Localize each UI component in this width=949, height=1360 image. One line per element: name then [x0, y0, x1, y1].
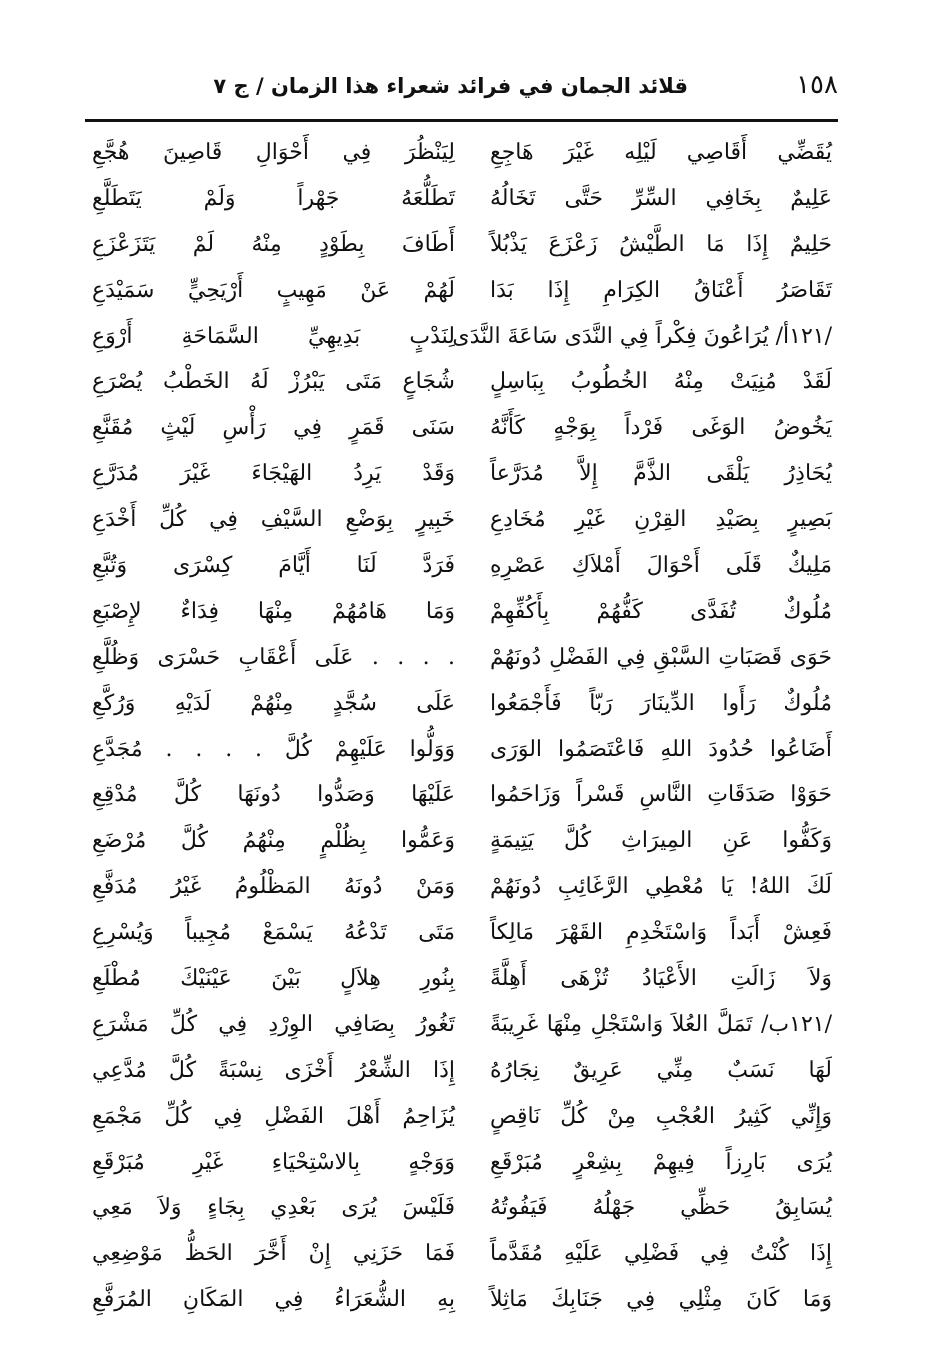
page-number: ١٥٨ — [796, 70, 838, 100]
verse-line: يُحَاذِرُ يَلْقَى الذَّمَّ إِلاَّ مُدَرَّعاً — [490, 461, 832, 487]
verse-line: يُزَاحِمُ أَهْلَ الفَضْلِ فِي كُلِّ مَجْمَعِ — [92, 1103, 455, 1129]
verse-line: مَتَى تَدْعُهُ يَسْمَعْ مُجِيباً وَيُسْرِعِ — [92, 920, 455, 946]
verse-line: وَمَا هَامُهُمْ مِنْهَا فِدَاءٌ لإِصْبَعِ — [92, 598, 455, 624]
verse-line: /١٢١أ/ يُرَاعُونَ فِكْراً فِي النَّدَى سَاعَةَ النَّدَى — [452, 323, 832, 349]
verse-line: . . . . عَلَى أَعْقَابِ حَسْرَى وَظُلَّعِ — [92, 644, 455, 670]
verse-line: وَكَفُّوا عَنِ المِيرَاثِ كُلَّ يَتِيمَةٍ — [490, 828, 832, 854]
verse-line: وَوَلُّوا عَلَيْهِمْ كُلَّ . . . . مُجَدَّعِ — [92, 736, 455, 762]
verse-line: إِذَا الشِّعْرُ أَخْزَى نِسْبَةً كُلَّ مُدَّعِي — [92, 1057, 455, 1083]
page-header — [85, 70, 838, 110]
verse-line: حَوَى قَصَبَاتِ السَّبْقِ فِي الفَضْلِ دُونَهُمْ — [490, 644, 832, 670]
verse-line: لَهُمْ عَنْ مَهِيبٍ أَرْيَحِيٍّ سَمَيْدَعِ — [92, 277, 455, 303]
verse-line: إِذَا كُنْتُ فِي فَضْلِي عَلَيْهِ مُقَدَّماً — [490, 1241, 832, 1267]
verse-line: عَلَى سُجَّدٍ مِنْهُمْ لَدَيْهِ وَرُكَّعِ — [92, 690, 455, 716]
verse-line: وَقَدْ يَرِدُ الهَيْجَاءَ غَيْرَ مُدَرَّعِ — [92, 461, 455, 487]
second-hemistich-column — [92, 130, 455, 1323]
verse-line: عَلِيمٌ بِخَافِي السِّرِّ حَتَّى تَخَالُهُ — [490, 185, 832, 211]
verse-line: فَعِشْ أَبَداً وَاسْتَخْدِمِ القَهْرَ مَالِكاً — [490, 920, 832, 946]
verse-line: وَمَنْ دُونَهُ المَظْلُومُ غَيْرُ مُدَفَّعِ — [92, 874, 455, 900]
verse-line: يُسَابِقُ حَظِّي جَهْلُهُ فَيَفُوتُهُ — [490, 1195, 832, 1221]
verse-line: تَقَاصَرُ أَعْنَاقُ الكِرَامِ إِذَا بَدَا — [490, 277, 832, 303]
verse-line: فَمَا حَزَنِي إِنْ أَخَّرَ الحَظُّ مَوْضِعِي — [92, 1241, 455, 1267]
verse-line: وَلاَ زَالَتِ الأَعْيَادُ تُزْهَى أَهِلَّةً — [490, 966, 832, 992]
first-hemistich-column — [452, 130, 832, 1323]
verse-line: وَوَجْهٍ بِالاسْتِحْيَاءِ غَيْرِ مُبَرْقَعِ — [92, 1149, 455, 1175]
verse-line: يُرَى بَارِزاً فِيهِمْ بِشِعْرٍ مُبَرْقَعِ — [490, 1149, 832, 1175]
verse-line: تَطَلُّعَهُ جَهْراً وَلَمْ يَتَطَلَّعِ — [92, 185, 455, 211]
verse-line: لَقَدْ مُنِيَتْ مِنْهُ الخُطُوبُ بِبَاسِلٍ — [490, 369, 832, 395]
verse-line: لِنَدْبٍ بَدِيهِيِّ السَّمَاحَةِ أَرْوَعِ — [92, 323, 455, 349]
verse-line: خَبِيرٍ بِوَضْعِ السَّيْفِ فِي كُلِّ أَخْدَعِ — [92, 507, 455, 533]
verse-line: عَلَيْهَا وَصَدُّوا دُونَهَا كُلَّ مُدْقِعِ — [92, 782, 455, 808]
verse-line: يَخُوضُ الوَغَى فَرْداً بِوَجْهٍ كَأَنَّهُ — [490, 415, 832, 441]
verse-line: لَكَ اللهُ! يَا مُعْطِي الرَّغَائِبِ دُونَهُمْ — [490, 874, 832, 900]
verse-line: لِيَنْظُرَ فِي أَحْوَالِ قَاصِينَ هُجَّعِ — [92, 140, 455, 165]
verse-line: فَرَدَّ لَنَا أَيَّامَ كِسْرَى وَتُبَّعِ — [92, 553, 455, 579]
verse-line: وَعَمُّوا بِظُلْمٍ مِنْهُمُ كُلَّ مُرْضَعِ — [92, 828, 455, 854]
verse-line: مُلُوكٌ رَأَوا الدِّينَارَ رَبّاً فَأَجْمَعُوا — [490, 690, 832, 716]
verse-line: أَضَاعُوا حُدُودَ اللهِ فَاعْتَصَمُوا الوَرَى — [490, 736, 832, 762]
running-title: قلائد الجمان في فرائد شعراء هذا الزمان / ج ٧ — [213, 74, 688, 98]
verse-line: /١٢١ب/ تَمَلَّ العُلاَ وَاسْتَجْلِ مِنْهَا غَرِيبَةً — [490, 1011, 832, 1037]
verse-line: مَلِيكٌ قَلَى أَحْوَالَ أَمْلاَكِ عَصْرِهِ — [490, 553, 832, 579]
verse-line: حَلِيمٌ إِذَا مَا الطَّيْشُ زَعْزَعَ يَذْبُلاً — [490, 231, 832, 257]
verse-line: تَغُورُ بِصَافِي الوِرْدِ فِي كُلِّ مَشْرَعِ — [92, 1011, 455, 1037]
verse-line: بِهِ الشُّعَرَاءُ فِي المَكَانِ المُرَفَّعِ — [92, 1287, 455, 1313]
verse-line: بِنُورِ هِلاَلٍ بَيْنَ عَيْنَيْكَ مُطْلَعِ — [92, 966, 455, 992]
verse-line: فَلَيْسَ يُرَى بَعْدِي بِجَاءٍ وَلاَ مَعِي — [92, 1195, 455, 1221]
verse-line: سَنَى قَمَرٍ فِي رَأْسِ لَيْثٍ مُقَنَّعِ — [92, 415, 455, 441]
verse-line: وَإِنِّي كَثِيرُ العُجْبِ مِنْ كُلِّ نَاقِصٍ — [490, 1103, 832, 1129]
verse-line: لَهَا نَسَبٌ مِنِّي عَرِيقٌ نِجَارُهُ — [490, 1057, 832, 1083]
verse-line: يُقَضِّي أَقَاصِي لَيْلِه غَيْرَ هَاجِعِ — [490, 140, 832, 165]
verse-line: مُلُوكٌ تُفَدَّى كَفُّهُمْ بِأَكُفِّهِمْ — [490, 598, 832, 624]
verse-line: وَمَا كَانَ مِثْلِي فِي جَنَابِكَ مَاثِلاً — [490, 1287, 832, 1313]
verse-line: حَوَوْا صَدَقَاتِ النَّاسِ قَسْراً وَزَاحَمُوا — [490, 782, 832, 808]
header-rule — [85, 119, 838, 122]
verse-line: أَطَافَ بِطَوْدٍ مِنْهُ لَمْ يَتَزَعْزَعِ — [92, 231, 455, 257]
verse-line: شُجَاعٍ مَتَى يَبْرُزْ لَهُ الخَطْبُ يُصْرَعِ — [92, 369, 455, 395]
verse-line: بَصِيرٍ بِصَيْدِ القِرْنِ غَيْرِ مُخَادِعِ — [490, 507, 832, 533]
